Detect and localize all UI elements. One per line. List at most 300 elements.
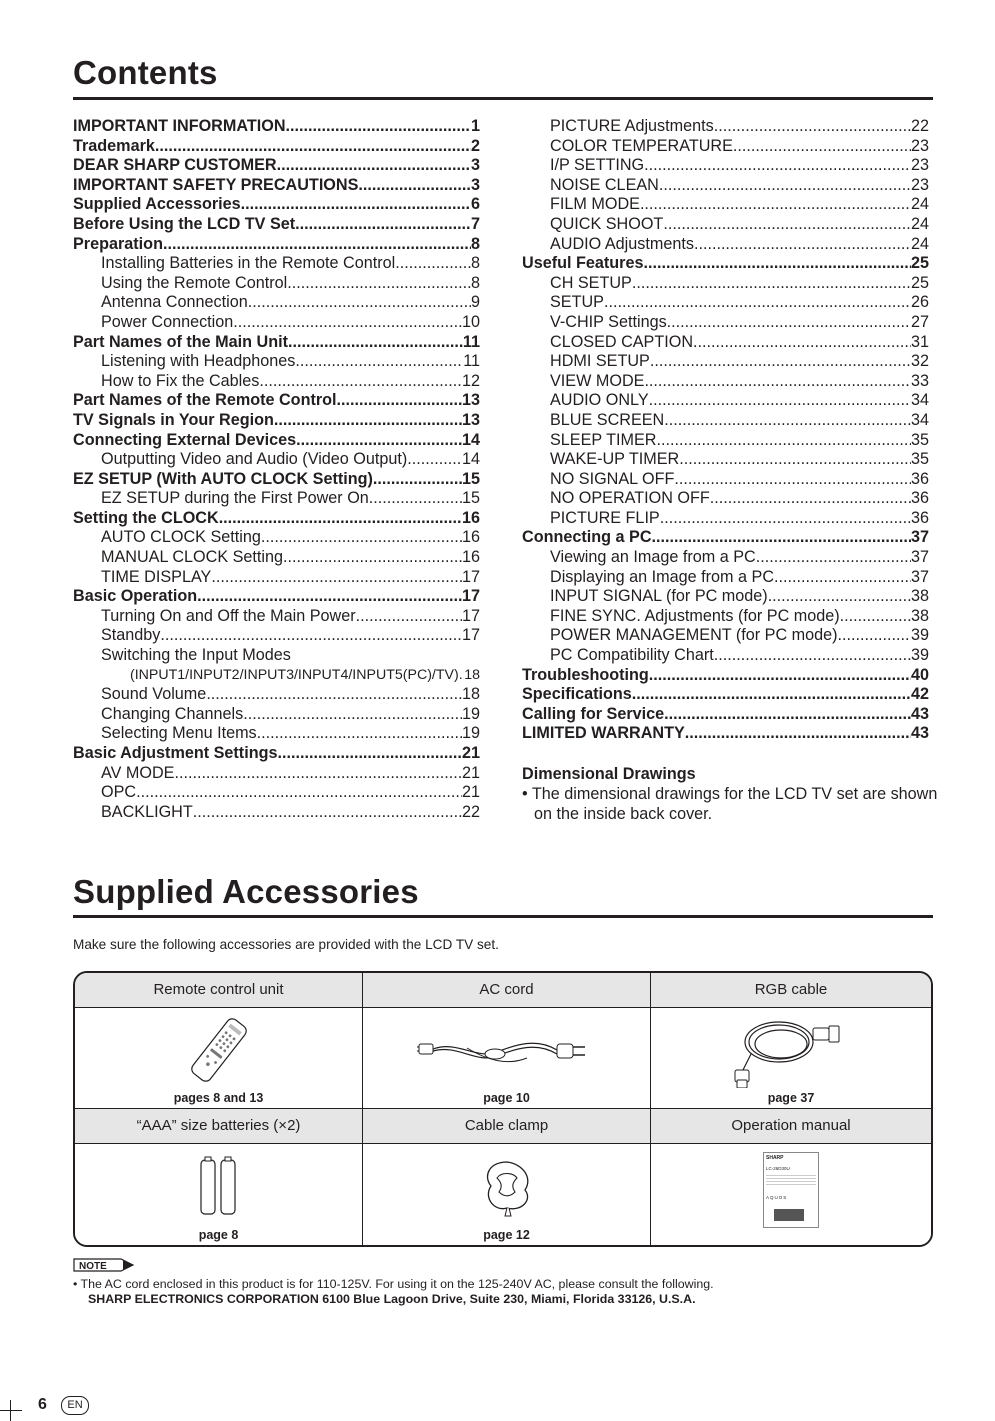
toc-entry-title: LIMITED WARRANTY — [522, 724, 685, 743]
toc-entry-title: CH SETUP — [550, 273, 632, 292]
toc-entry-page: 22 — [461, 802, 480, 821]
toc-entry-page: 15 — [461, 469, 480, 488]
toc-leader-dots — [356, 607, 462, 627]
batteries-icon — [197, 1156, 241, 1216]
toc-entry-title: Viewing an Image from a PC — [550, 548, 756, 567]
accessory-page-remote: pages 8 and 13 — [173, 1091, 264, 1105]
toc-leader-dots — [277, 156, 471, 176]
toc-entry-title: INPUT SIGNAL (for PC mode) — [550, 587, 768, 606]
toc-entry — [73, 528, 480, 548]
toc-entry — [73, 195, 480, 215]
note-text — [73, 1277, 714, 1307]
toc-entry — [73, 705, 480, 725]
toc-entry-title: (INPUT1/INPUT2/INPUT3/INPUT4/INPUT5(PC)/TV) — [130, 666, 459, 683]
toc-entry-page: 13 — [461, 391, 480, 410]
toc-entry-page: 18 — [461, 685, 480, 704]
accessory-header-rgb-cable: RGB cable — [651, 973, 931, 1008]
toc-entry — [522, 646, 929, 666]
toc-leader-dots — [650, 352, 911, 372]
toc-entry-page: 33 — [910, 371, 929, 390]
toc-entry-title: AUDIO Adjustments — [550, 234, 694, 253]
toc-entry-title: PC Compatibility Chart — [550, 646, 714, 665]
toc-leader-dots — [259, 372, 462, 392]
note-label: NOTE — [79, 1261, 107, 1272]
toc-entry — [522, 450, 929, 470]
accessories-rule — [73, 915, 933, 918]
toc-leader-dots — [369, 489, 462, 509]
toc-entry — [522, 137, 929, 157]
toc-entry-title: AV MODE — [101, 763, 175, 782]
toc-entry-title: POWER MANAGEMENT (for PC mode) — [550, 626, 838, 645]
toc-entry-title: MANUAL CLOCK Setting — [101, 548, 284, 567]
toc-leader-dots — [632, 274, 911, 294]
accessory-header-ac-cord: AC cord — [363, 973, 651, 1008]
toc-entry-title: Antenna Connection — [101, 293, 248, 312]
toc-entry-title: PICTURE Adjustments — [550, 117, 714, 135]
toc-leader-dots — [211, 568, 462, 588]
accessory-header-manual: Operation manual — [651, 1109, 931, 1144]
toc-entry-page: 19 — [461, 704, 480, 723]
toc-entry — [73, 372, 480, 392]
toc-entry-page: 16 — [461, 508, 480, 527]
manual-model: LC-26D30U — [766, 1166, 790, 1171]
toc-entry — [522, 548, 929, 568]
toc-entry-page: 8 — [470, 254, 480, 273]
toc-entry — [73, 352, 480, 372]
toc-entry-page: 36 — [910, 489, 929, 508]
toc-entry-title: PICTURE FLIP — [550, 508, 660, 527]
toc-leader-dots — [644, 156, 911, 176]
toc-entry — [522, 528, 929, 548]
toc-entry-title: Installing Batteries in the Remote Control — [101, 254, 396, 273]
toc-entry — [73, 313, 480, 333]
toc-entry-title: COLOR TEMPERATURE — [550, 136, 733, 155]
toc-entry-page: 18 — [464, 666, 480, 683]
toc-entry — [73, 176, 480, 196]
remote-control-icon — [184, 1018, 254, 1082]
toc-entry-page: 1 — [470, 117, 480, 135]
toc-entry — [73, 137, 480, 157]
toc-entry-page: 17 — [461, 567, 480, 586]
manual-tv-picture — [774, 1209, 804, 1221]
toc-entry-title: HDMI SETUP — [550, 352, 650, 371]
toc-entry-page: 24 — [910, 214, 929, 233]
toc-leader-dots — [667, 313, 911, 333]
toc-entry-page: 35 — [910, 430, 929, 449]
toc-entry — [522, 724, 929, 744]
rgb-cable-icon — [731, 1014, 851, 1088]
toc-leader-dots — [685, 724, 911, 744]
toc-entry-title: DEAR SHARP CUSTOMER — [73, 156, 277, 175]
toc-entry — [73, 411, 480, 431]
accessories-intro: Make sure the following accessories are provided with the LCD TV set. — [73, 937, 499, 952]
toc-entry-title: AUTO CLOCK Setting — [101, 528, 261, 547]
note-badge — [73, 1258, 135, 1272]
toc-entry-title: Trademark — [73, 136, 155, 155]
toc-entry — [73, 509, 480, 529]
toc-leader-dots — [663, 215, 911, 235]
toc-entry-page: 43 — [910, 704, 929, 723]
toc-entry-title: NO SIGNAL OFF — [550, 469, 675, 488]
accessory-header-cable-clamp: Cable clamp — [363, 1109, 651, 1144]
accessory-header-remote: Remote control unit — [75, 973, 363, 1008]
page-number: 6 — [38, 1396, 47, 1413]
toc-entry-page: 36 — [910, 508, 929, 527]
toc-entry-title: I/P SETTING — [550, 156, 645, 175]
toc-entry — [73, 568, 480, 588]
accessory-page-rgb-cable: page 37 — [767, 1091, 815, 1105]
toc-entry-page: 38 — [910, 587, 929, 606]
toc-leader-dots — [714, 117, 911, 137]
toc-leader-dots — [664, 705, 911, 725]
toc-entry — [522, 195, 929, 215]
toc-entry-page: 23 — [910, 175, 929, 194]
toc-entry-page: 25 — [910, 273, 929, 292]
toc-entry-page: 10 — [461, 312, 480, 331]
toc-entry-title: SETUP — [550, 293, 604, 312]
accessory-cell-manual — [651, 1144, 931, 1245]
toc-entry-title: Outputting Video and Audio (Video Output) — [101, 450, 408, 469]
toc-entry — [73, 274, 480, 294]
toc-leader-dots — [674, 470, 911, 490]
toc-entry — [73, 803, 480, 823]
accessory-cell-remote — [75, 1008, 363, 1109]
toc-entry-page: 31 — [910, 332, 929, 351]
toc-entry-title: VIEW MODE — [550, 371, 645, 390]
manual-text-lines — [766, 1175, 816, 1187]
toc-entry — [73, 685, 480, 705]
toc-leader-dots — [407, 450, 462, 470]
toc-entry — [522, 626, 929, 646]
toc-entry-title: Specifications — [522, 685, 632, 704]
toc-entry-page: 3 — [470, 156, 480, 175]
toc-entry — [522, 685, 929, 705]
toc-leader-dots — [358, 176, 471, 196]
toc-entry-page: 43 — [910, 724, 929, 743]
toc-entry-page: 34 — [910, 391, 929, 410]
toc-entry — [73, 235, 480, 255]
toc-entry-page: 27 — [910, 312, 929, 331]
toc-entry-page: 40 — [910, 665, 929, 684]
toc-leader-dots — [160, 626, 462, 646]
toc-entry — [73, 215, 480, 235]
toc-entry-page: 15 — [461, 489, 480, 508]
toc-entry-page: 42 — [910, 685, 929, 704]
toc-entry — [522, 176, 929, 196]
toc-entry-title: V-CHIP Settings — [550, 312, 667, 331]
toc-leader-dots — [838, 626, 911, 646]
toc-leader-dots — [649, 666, 911, 686]
toc-leader-dots — [733, 137, 911, 157]
toc-entry — [73, 607, 480, 627]
toc-entry-page: 13 — [461, 410, 480, 429]
toc-leader-dots — [632, 685, 911, 705]
toc-entry-title: Supplied Accessories — [73, 195, 241, 214]
toc-entry-page: 26 — [910, 293, 929, 312]
contents-heading: Contents — [73, 54, 218, 91]
toc-leader-dots — [295, 352, 463, 372]
toc-entry — [73, 587, 480, 607]
manual-series: AQUOS — [766, 1195, 788, 1200]
toc-entry-title: Changing Channels — [101, 704, 244, 723]
toc-leader-dots — [296, 431, 462, 451]
toc-entry — [522, 372, 929, 392]
toc-entry — [522, 411, 929, 431]
toc-entry-page: 12 — [461, 371, 480, 390]
toc-entry — [73, 254, 480, 274]
toc-entry — [522, 235, 929, 255]
crop-mark — [0, 1410, 22, 1411]
toc-entry — [522, 333, 929, 353]
toc-leader-dots — [694, 235, 911, 255]
toc-leader-dots — [257, 724, 462, 744]
accessories-heading: Supplied Accessories — [73, 873, 419, 910]
toc-entry-title: TIME DISPLAY — [101, 567, 212, 586]
toc-entry — [522, 117, 929, 137]
toc-entry-page: 17 — [461, 626, 480, 645]
toc-entry-page: 17 — [461, 606, 480, 625]
toc-entry — [73, 548, 480, 568]
toc-entry-title: Displaying an Image from a PC — [550, 567, 775, 586]
toc-right-column — [522, 117, 929, 744]
toc-entry — [522, 607, 929, 627]
toc-entry — [522, 489, 929, 509]
accessories-table — [73, 971, 933, 1247]
toc-entry-title: Sound Volume — [101, 685, 207, 704]
toc-entry-page: 37 — [910, 528, 929, 547]
toc-leader-dots — [219, 509, 462, 529]
note-line-2: SHARP ELECTRONICS CORPORATION 6100 Blue Lagoon Drive, Suite 230, Miami, Florida 33126, U.S.A. — [88, 1292, 696, 1306]
toc-entry — [522, 215, 929, 235]
toc-entry — [73, 333, 480, 353]
toc-entry-title: FINE SYNC. Adjustments (for PC mode) — [550, 606, 840, 625]
toc-leader-dots — [241, 195, 471, 215]
toc-entry-page: 21 — [461, 763, 480, 782]
accessory-page-batteries: page 8 — [198, 1228, 239, 1242]
toc-left-column — [73, 117, 480, 822]
toc-entry — [522, 705, 929, 725]
toc-entry-title: SLEEP TIMER — [550, 430, 657, 449]
toc-entry-title: Connecting External Devices — [73, 430, 297, 449]
toc-entry-title: Before Using the LCD TV Set — [73, 214, 296, 233]
toc-entry-title: Selecting Menu Items — [101, 724, 257, 743]
toc-entry — [73, 764, 480, 784]
toc-leader-dots — [274, 411, 462, 431]
toc-entry-title: Useful Features — [522, 254, 644, 273]
toc-leader-dots — [243, 705, 462, 725]
toc-entry-title: Using the Remote Control — [101, 273, 288, 292]
toc-leader-dots — [373, 470, 462, 490]
toc-leader-dots — [664, 411, 911, 431]
contents-rule — [73, 97, 933, 100]
toc-leader-dots — [286, 117, 471, 137]
toc-leader-dots — [337, 391, 462, 411]
toc-entry-title: BLUE SCREEN — [550, 410, 665, 429]
toc-entry — [73, 626, 480, 646]
toc-entry — [522, 509, 929, 529]
toc-entry-page: 39 — [910, 626, 929, 645]
toc-leader-dots — [656, 431, 911, 451]
toc-entry-title: TV Signals in Your Region — [73, 410, 274, 429]
toc-leader-dots — [679, 450, 911, 470]
toc-entry — [73, 724, 480, 744]
toc-entry-title: NOISE CLEAN — [550, 175, 659, 194]
manual-brand: SHARP — [766, 1155, 784, 1161]
toc-entry-title: WAKE-UP TIMER — [550, 450, 680, 469]
toc-entry-page: 37 — [910, 567, 929, 586]
toc-entry — [73, 489, 480, 509]
dimensional-drawings-text: • The dimensional drawings for the LCD TV set are shown on the inside back cover. — [522, 785, 938, 823]
toc-leader-dots — [277, 744, 462, 764]
toc-leader-dots — [710, 489, 911, 509]
accessory-cell-batteries — [75, 1144, 363, 1245]
toc-entry-page: 38 — [910, 606, 929, 625]
toc-entry-title: FILM MODE — [550, 195, 640, 214]
toc-entry-page: 14 — [461, 430, 480, 449]
toc-leader-dots — [163, 235, 471, 255]
toc-leader-dots — [643, 254, 911, 274]
toc-entry — [73, 470, 480, 490]
toc-entry — [522, 391, 929, 411]
toc-entry-page: 24 — [910, 234, 929, 253]
toc-leader-dots — [174, 764, 462, 784]
toc-entry-page: 37 — [910, 548, 929, 567]
toc-entry-title: Listening with Headphones — [101, 352, 296, 371]
toc-leader-dots — [136, 783, 462, 803]
toc-entry — [522, 156, 929, 176]
toc-entry-title: QUICK SHOOT — [550, 214, 664, 233]
accessory-header-batteries: “AAA” size batteries (×2) — [75, 1109, 363, 1144]
toc-entry-title: CLOSED CAPTION — [550, 332, 694, 351]
toc-entry — [73, 156, 480, 176]
toc-entry-title: EZ SETUP during the First Power On — [101, 489, 369, 508]
toc-entry-title: Troubleshooting — [522, 665, 649, 684]
toc-leader-dots — [644, 372, 911, 392]
toc-leader-dots — [756, 548, 911, 568]
toc-entry — [522, 431, 929, 451]
cable-clamp-icon — [475, 1154, 539, 1218]
toc-leader-dots — [774, 568, 911, 588]
toc-leader-dots — [604, 293, 911, 313]
toc-entry-page: 35 — [910, 450, 929, 469]
toc-entry — [522, 352, 929, 372]
toc-entry — [73, 450, 480, 470]
toc-entry-title: IMPORTANT INFORMATION — [73, 117, 286, 135]
toc-entry-title: Power Connection — [101, 312, 234, 331]
toc-entry-title: OPC — [101, 783, 137, 802]
toc-entry-page: 11 — [463, 352, 480, 371]
toc-entry — [522, 666, 929, 686]
toc-entry-page: 16 — [461, 548, 480, 567]
toc-entry — [522, 293, 929, 313]
toc-entry — [73, 646, 480, 666]
toc-leader-dots — [640, 195, 911, 215]
toc-leader-dots — [193, 803, 462, 823]
toc-leader-dots — [288, 333, 463, 353]
ac-cord-icon — [417, 1030, 597, 1074]
manual-icon — [763, 1152, 819, 1228]
toc-entry-page: 6 — [470, 195, 480, 214]
toc-leader-dots — [649, 391, 911, 411]
toc-leader-dots — [840, 607, 911, 627]
toc-entry — [522, 568, 929, 588]
toc-leader-dots — [248, 293, 471, 313]
toc-entry-title: Setting the CLOCK — [73, 508, 219, 527]
toc-entry — [522, 313, 929, 333]
note-line-1: • The AC cord enclosed in this product is for 110-125V. For using it on the 125-240V AC, please consult the following. — [73, 1277, 714, 1291]
toc-entry-page: 24 — [910, 195, 929, 214]
accessory-page-ac-cord: page 10 — [483, 1091, 530, 1105]
accessory-cell-rgb-cable — [651, 1008, 931, 1109]
toc-entry-page: 21 — [461, 783, 480, 802]
toc-leader-dots — [295, 215, 471, 235]
toc-entry-page: 14 — [461, 450, 480, 469]
dimensional-drawings-title: Dimensional Drawings — [522, 765, 696, 783]
toc-entry-title: Standby — [101, 626, 161, 645]
toc-leader-dots — [197, 587, 462, 607]
toc-entry-title: Turning On and Off the Main Power — [101, 606, 356, 625]
toc-entry — [522, 470, 929, 490]
toc-leader-dots — [206, 685, 462, 705]
toc-leader-dots — [283, 548, 462, 568]
accessory-cell-cable-clamp — [363, 1144, 651, 1245]
toc-entry-title: BACKLIGHT — [101, 802, 193, 821]
toc-leader-dots — [155, 137, 471, 157]
toc-entry — [522, 274, 929, 294]
toc-entry-page: 3 — [470, 175, 480, 194]
toc-entry-page: 22 — [910, 117, 929, 135]
toc-entry-page: 11 — [462, 332, 480, 351]
toc-entry-page: 8 — [470, 273, 480, 292]
toc-entry-title: Preparation — [73, 234, 163, 253]
toc-entry-title: Calling for Service — [522, 704, 665, 723]
toc-entry-page: 39 — [910, 646, 929, 665]
toc-entry-title: Part Names of the Remote Control — [73, 391, 337, 410]
toc-entry-title: Basic Operation — [73, 587, 198, 606]
toc-leader-dots — [693, 333, 911, 353]
toc-leader-dots — [714, 646, 911, 666]
toc-entry-title: How to Fix the Cables — [101, 371, 260, 390]
toc-entry — [73, 391, 480, 411]
toc-entry-page: 9 — [470, 293, 480, 312]
toc-leader-dots — [652, 528, 911, 548]
toc-entry — [73, 666, 480, 686]
toc-entry-page: 17 — [461, 587, 480, 606]
accessory-cell-ac-cord — [363, 1008, 651, 1109]
toc-leader-dots — [233, 313, 462, 333]
toc-entry-page: 21 — [461, 744, 480, 762]
toc-leader-dots — [659, 176, 911, 196]
toc-entry — [73, 117, 480, 137]
toc-entry-page: 25 — [910, 254, 929, 273]
toc-entry-page: 8 — [470, 234, 480, 253]
toc-entry-page: 2 — [470, 136, 480, 155]
toc-entry-title: AUDIO ONLY — [550, 391, 649, 410]
toc-entry — [73, 431, 480, 451]
toc-entry-page: 23 — [910, 136, 929, 155]
toc-entry-page: 19 — [461, 724, 480, 743]
toc-leader-dots — [660, 509, 911, 529]
toc-leader-dots — [395, 254, 471, 274]
toc-leader-dots — [287, 274, 471, 294]
toc-entry — [73, 744, 480, 764]
toc-entry — [522, 254, 929, 274]
toc-entry — [73, 293, 480, 313]
toc-entry-page: 16 — [461, 528, 480, 547]
accessory-page-cable-clamp: page 12 — [483, 1228, 530, 1242]
toc-entry-title: NO OPERATION OFF — [550, 489, 710, 508]
language-badge: EN — [61, 1396, 89, 1415]
